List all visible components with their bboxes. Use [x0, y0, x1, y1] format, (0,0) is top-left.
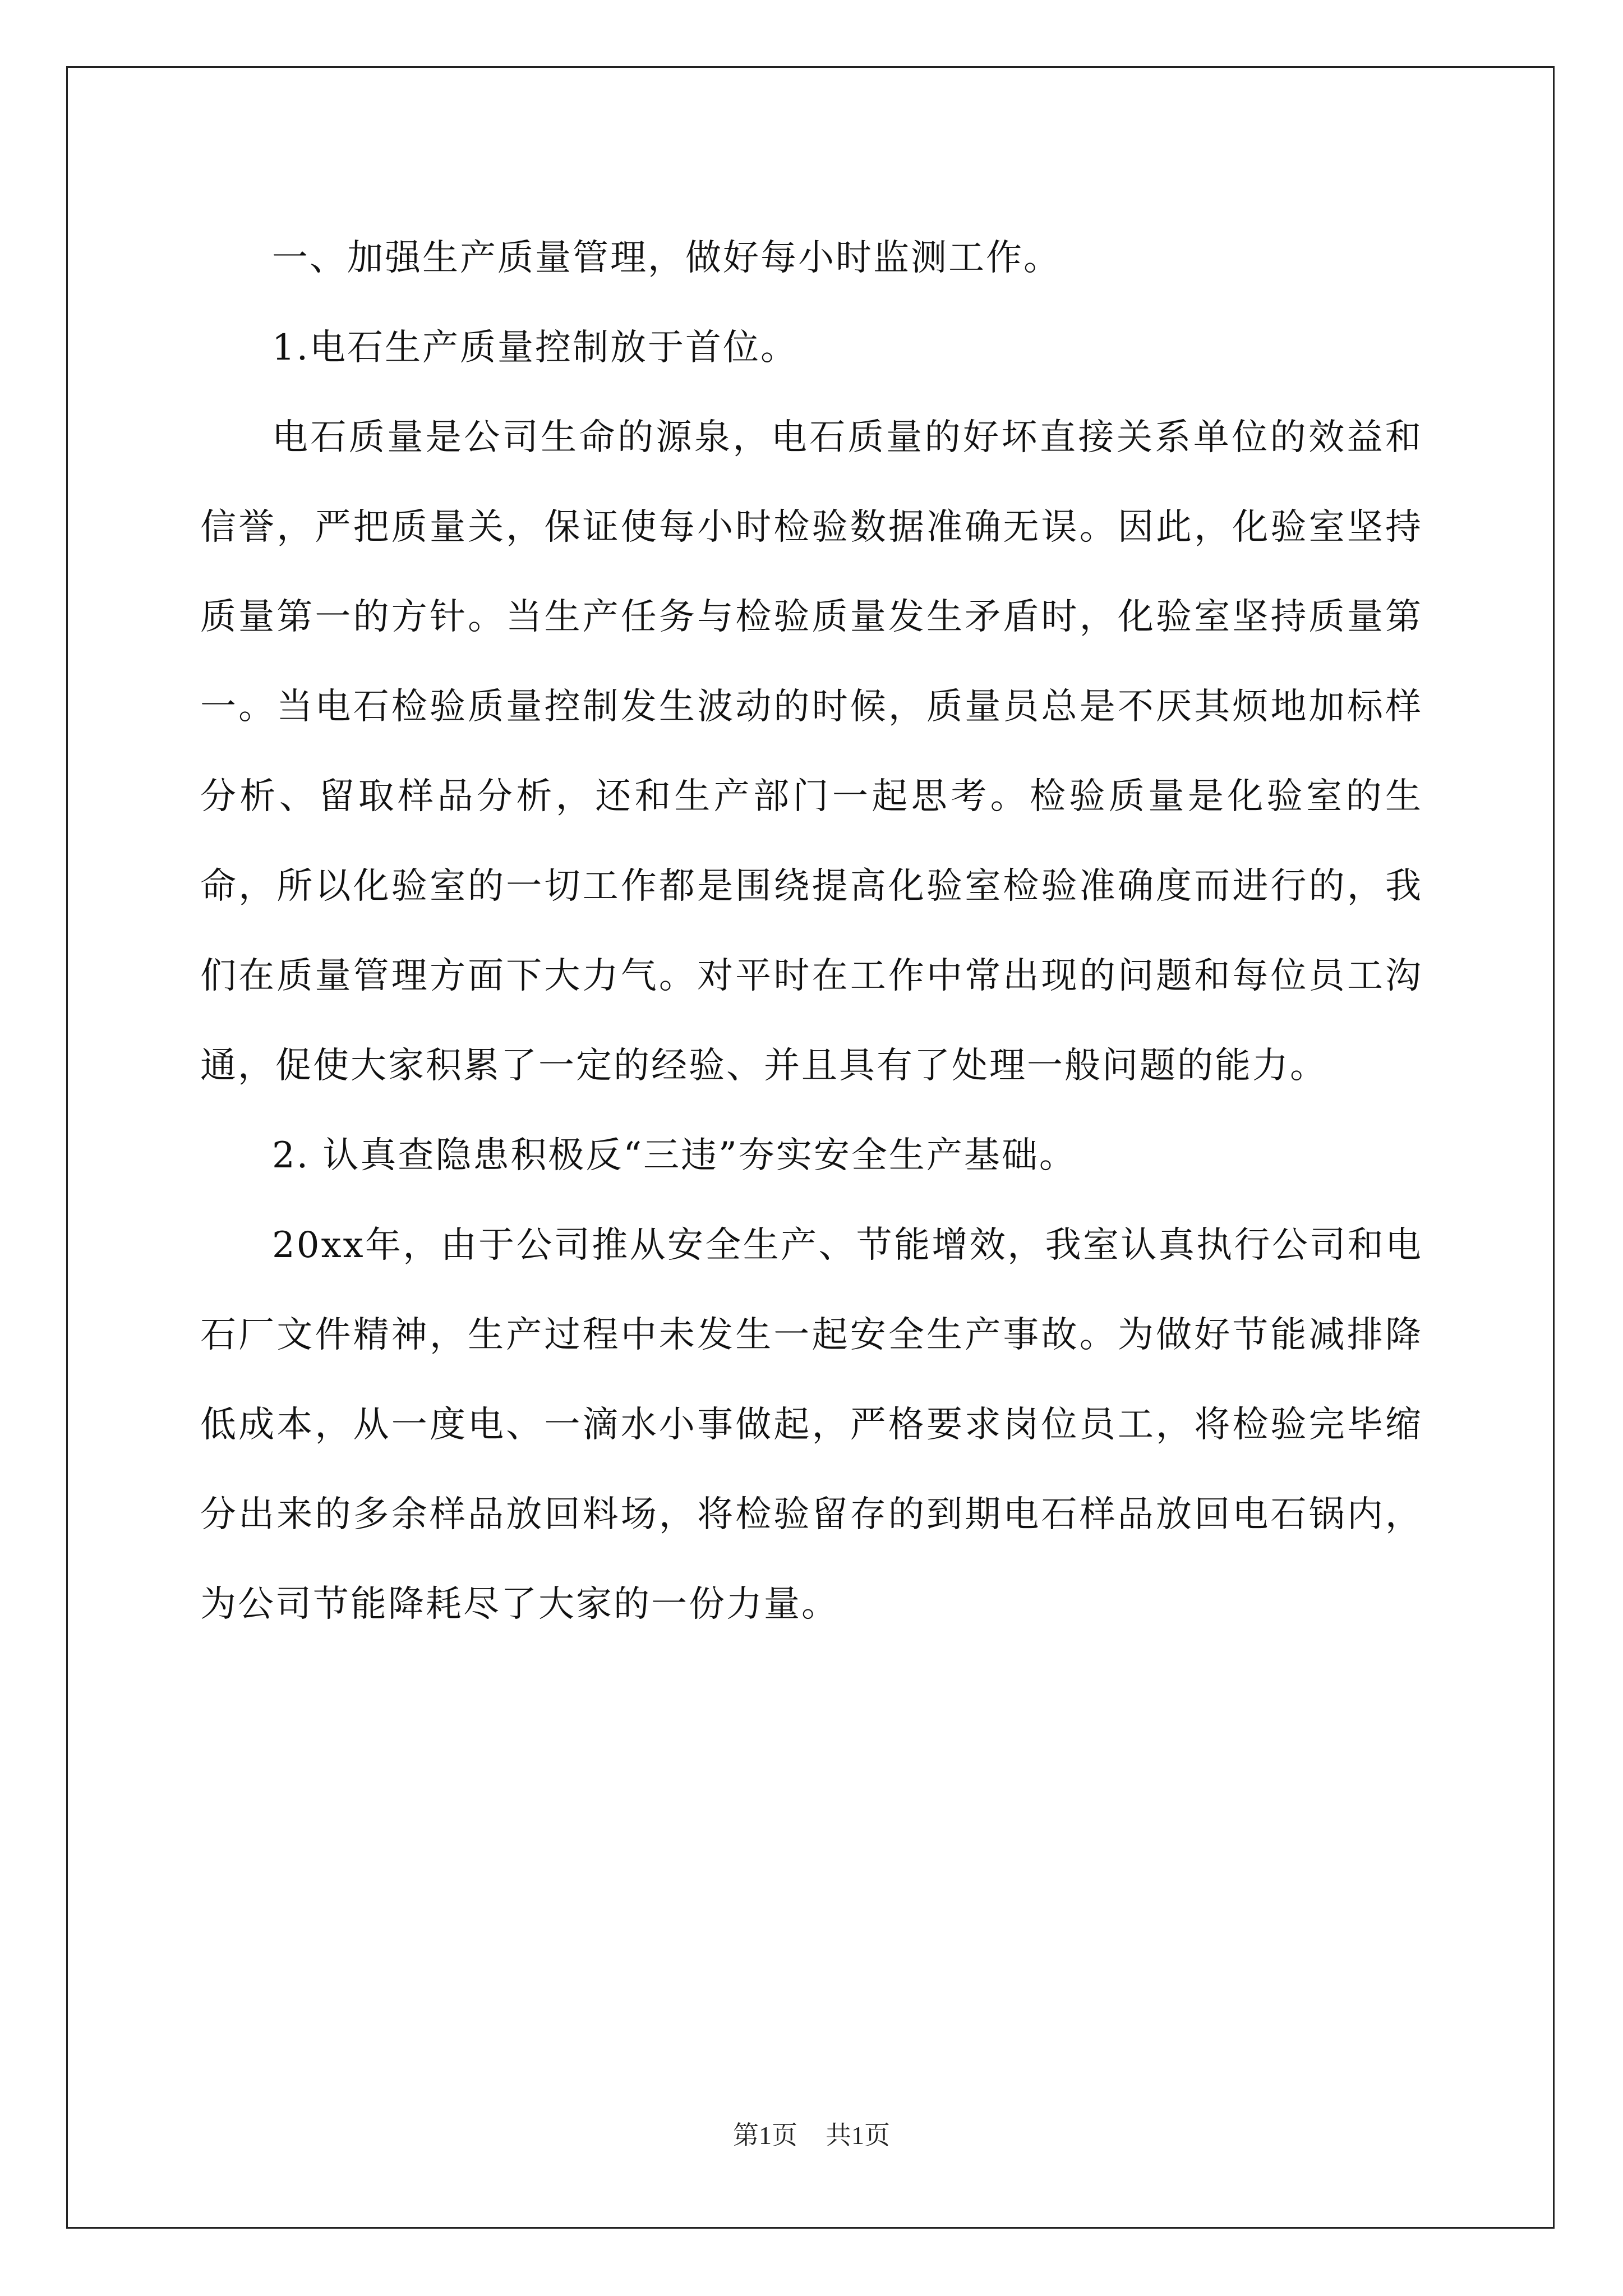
subheading-1: 1.电石生产质量控制放于首位。	[272, 327, 799, 369]
page-number: 第1页	[733, 2121, 797, 2150]
body-paragraph-safety: 20xx年，由于公司推从安全生产、节能增效，我室认真执行公司和电石厂文件精神，生产过程中未发生一起安全生产事故。为做好节能减排降低成本，从一度电、一滴水小事做起，严格要求岗位员工，将检验完毕缩分出来的多余样品放回料场，将检验留存的到期电石样品放回电石锅内，为公司节能降耗尽了大家的一份力量。	[200, 1225, 1423, 1625]
body-paragraph-quality: 电石质量是公司生命的源泉，电石质量的好坏直接关系单位的效益和信誉，严把质量关，保证使每小时检验数据准确无误。因此，化验室坚持质量第一的方针。当生产任务与检验质量发生矛盾时，化验室坚持质量第一。当电石检验质量控制发生波动的时候，质量员总是不厌其烦地加标样分析、留取样品分析，还和生产部门一起思考。检验质量是化验室的生命，所以化验室的一切工作都是围绕提高化验室检验准确度而进行的，我们在质量管理方面下大力气。对平时在工作中常出现的问题和每位员工沟通，促使大家积累了一定的经验、并且具有了处理一般问题的能力。	[200, 417, 1423, 1087]
page-footer	[0, 2115, 1623, 2152]
section-heading: 一、加强生产质量管理，做好每小时监测工作。	[272, 237, 1061, 279]
page-total: 共1页	[826, 2121, 890, 2150]
document-body	[200, 213, 1423, 1649]
subheading-2: 2. 认真查隐患积极反“三违”夯实安全生产基础。	[272, 1135, 1077, 1176]
